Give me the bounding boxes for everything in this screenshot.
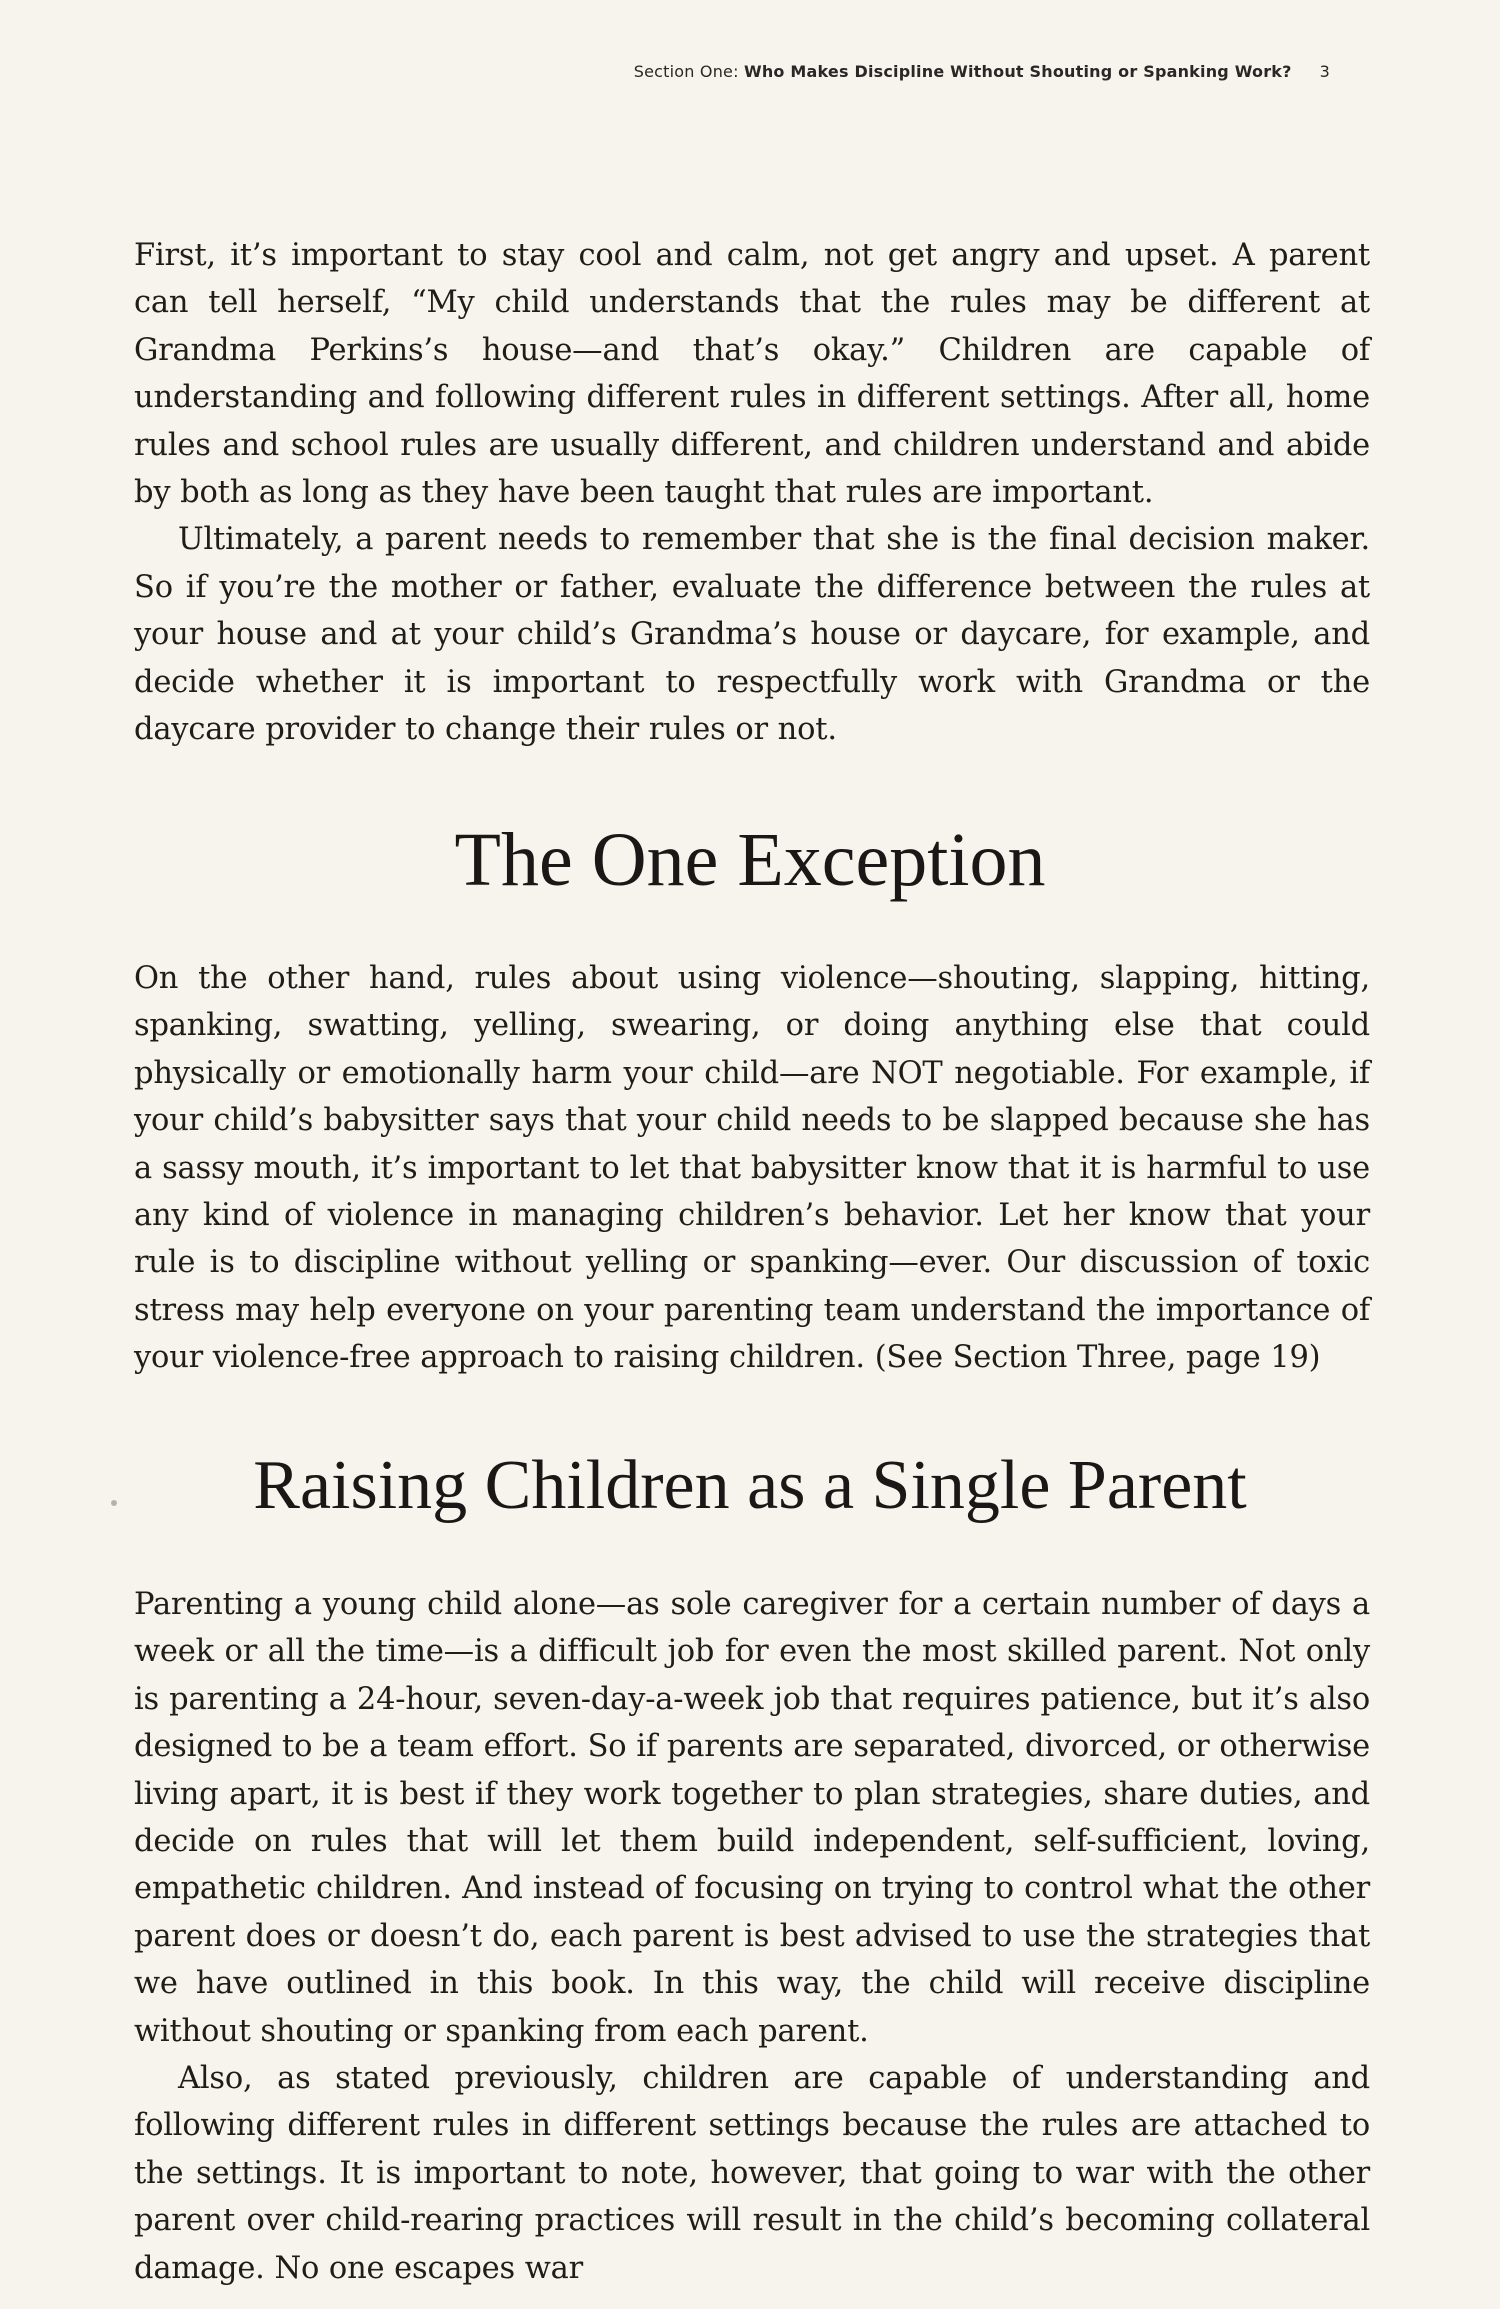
body-paragraph: First, it’s important to stay cool and calm, not get angry and upset. A parent can tell herself, “My child understands that the rules may be different at Grandma Perkins’s house—and that’s okay.” Children are capable of understanding and following different rules in different settings. After all, home rules and school rules are usually different, and children understand and abide by both as long as they have been taught that rules are important. bbox=[134, 238, 1370, 511]
page-number: 3 bbox=[1319, 62, 1330, 81]
body-paragraph: Parenting a young child alone—as sole caregiver for a certain number of days a week or all the time—is a difficult job for even the most skilled parent. Not only is parenting a 24-hour, seven-day-a-week job that requires patience, but it’s also designed to be a team effort. So if parents are separated, divorced, or otherwise living apart, it is best if they work together to plan strategies, share duties, and decide on rules that will let them build independent, self-sufficient, loving, empathetic children. And instead of focusing on trying to control what the other parent does or doesn’t do, each parent is best advised to use the strategies that we have outlined in this book. In this way, the child will receive discipline without shouting or spanking from each parent. bbox=[134, 1587, 1370, 2049]
body-paragraph: Ultimately, a parent needs to remember that she is the final decision maker. So if you’re the mother or father, evaluate the difference between the rules at your house and at your child’s Grandma’s house or daycare, for example, and decide whether it is important to respectfully work with Grandma or the daycare provider to change their rules or not. bbox=[134, 522, 1370, 748]
header-section-label: Section One: bbox=[633, 62, 739, 81]
section-heading-exception: The One Exception bbox=[454, 818, 1046, 902]
intro-section bbox=[134, 232, 1370, 753]
exception-section bbox=[134, 955, 1370, 1382]
body-paragraph: Also, as stated previously, children are capable of understanding and following different rules in different settings because the rules are attached to the settings. It is important to note, however, that going to war with the other parent over child-rearing practices will result in the child’s becoming collateral damage. No one escapes war bbox=[134, 2061, 1370, 2286]
running-header bbox=[634, 62, 1330, 81]
header-title: Who Makes Discipline Without Shouting or Spanking Work? bbox=[743, 62, 1292, 81]
section-heading-single-parent: Raising Children as a Single Parent bbox=[253, 1447, 1247, 1524]
body-paragraph: On the other hand, rules about using violence—shouting, slapping, hitting, spanking, swatting, yelling, swearing, or doing anything else that could physically or emotionally harm your child—are NOT negotiable. For example, if your child’s babysitter says that your child needs to be slapped because she has a sassy mouth, it’s important to let that babysitter know that it is harmful to use any kind of violence in managing children’s behavior. Let her know that your rule is to discipline without yelling or spanking—ever. Our discussion of toxic stress may help everyone on your parenting team understand the importance of your violence-free approach to raising children. (See Section Three, page 19) bbox=[134, 961, 1370, 1376]
single-parent-section bbox=[134, 1581, 1370, 2292]
